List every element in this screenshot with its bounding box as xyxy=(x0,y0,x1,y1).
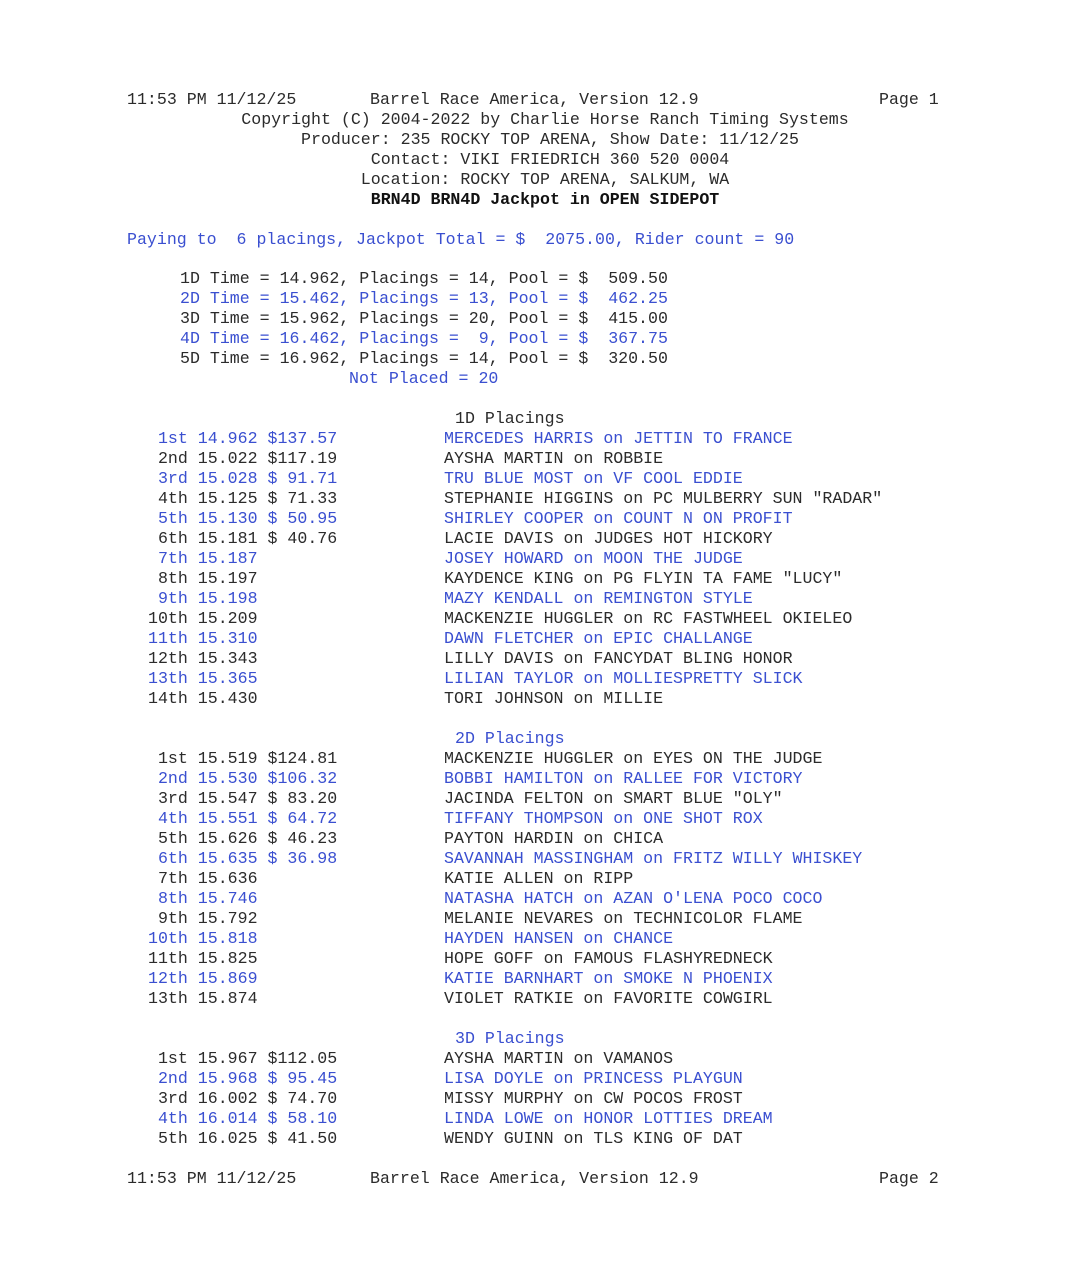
placing-rider: AYSHA MARTIN on VAMANOS xyxy=(444,1049,674,1068)
placing-result: 13th 15.874 xyxy=(148,989,258,1008)
division-line: 5D Time = 16.962, Placings = 14, Pool = $ 320.50 xyxy=(180,349,668,368)
division-line: 3D Time = 15.962, Placings = 20, Pool = $ 415.00 xyxy=(180,309,668,328)
placing-rider: JOSEY HOWARD on MOON THE JUDGE xyxy=(444,549,743,568)
placing-rider: LILIAN TAYLOR on MOLLIESPRETTY SLICK xyxy=(444,669,803,688)
section-title-1d: 1D Placings xyxy=(455,409,565,428)
placing-result: 8th 15.746 xyxy=(148,889,258,908)
placing-rider: DAWN FLETCHER on EPIC CHALLANGE xyxy=(444,629,753,648)
placing-result: 6th 15.635 $ 36.98 xyxy=(148,849,338,868)
placing-result: 11th 15.310 xyxy=(148,629,258,648)
division-line: 1D Time = 14.962, Placings = 14, Pool = $ 509.50 xyxy=(180,269,668,288)
footer-timestamp: 11:53 PM 11/12/25 xyxy=(127,1169,297,1188)
placing-result: 5th 15.130 $ 50.95 xyxy=(148,509,338,528)
placing-rider: MACKENZIE HUGGLER on EYES ON THE JUDGE xyxy=(444,749,823,768)
section-title-3d: 3D Placings xyxy=(455,1029,565,1048)
placing-rider: SAVANNAH MASSINGHAM on FRITZ WILLY WHISKEY xyxy=(444,849,863,868)
placing-rider: TORI JOHNSON on MILLIE xyxy=(444,689,664,708)
placing-rider: AYSHA MARTIN on ROBBIE xyxy=(444,449,664,468)
placing-rider: MERCEDES HARRIS on JETTIN TO FRANCE xyxy=(444,429,793,448)
placing-result: 1st 14.962 $137.57 xyxy=(148,429,338,448)
placing-result: 4th 15.551 $ 64.72 xyxy=(148,809,338,828)
placing-rider: JACINDA FELTON on SMART BLUE "OLY" xyxy=(444,789,783,808)
placing-result: 12th 15.343 xyxy=(148,649,258,668)
placing-result: 11th 15.825 xyxy=(148,949,258,968)
header-timestamp: 11:53 PM 11/12/25 xyxy=(127,90,297,109)
placing-rider: KAYDENCE KING on PG FLYIN TA FAME "LUCY" xyxy=(444,569,843,588)
copyright-line: Copyright (C) 2004-2022 by Charlie Horse Ranch Timing Systems xyxy=(241,110,849,129)
section-title-2d: 2D Placings xyxy=(455,729,565,748)
placing-result: 7th 15.636 xyxy=(148,869,258,888)
placing-result: 3rd 16.002 $ 74.70 xyxy=(148,1089,338,1108)
placing-result: 1st 15.967 $112.05 xyxy=(148,1049,338,1068)
header-page-label: Page 1 xyxy=(879,90,939,109)
placing-result: 4th 16.014 $ 58.10 xyxy=(148,1109,338,1128)
placing-rider: LISA DOYLE on PRINCESS PLAYGUN xyxy=(444,1069,743,1088)
not-placed-line: Not Placed = 20 xyxy=(349,369,499,388)
placing-rider: MACKENZIE HUGGLER on RC FASTWHEEL OKIELEO xyxy=(444,609,853,628)
placing-result: 4th 15.125 $ 71.33 xyxy=(148,489,338,508)
placing-rider: MELANIE NEVARES on TECHNICOLOR FLAME xyxy=(444,909,803,928)
contact-line: Contact: VIKI FRIEDRICH 360 520 0004 xyxy=(370,150,730,169)
placing-result: 10th 15.209 xyxy=(148,609,258,628)
placing-rider: VIOLET RATKIE on FAVORITE COWGIRL xyxy=(444,989,773,1008)
placing-rider: WENDY GUINN on TLS KING OF DAT xyxy=(444,1129,743,1148)
placing-rider: TRU BLUE MOST on VF COOL EDDIE xyxy=(444,469,743,488)
placing-rider: TIFFANY THOMPSON on ONE SHOT ROX xyxy=(444,809,763,828)
placing-rider: MAZY KENDALL on REMINGTON STYLE xyxy=(444,589,753,608)
placing-rider: KATIE ALLEN on RIPP xyxy=(444,869,634,888)
footer-page-label: Page 2 xyxy=(879,1169,939,1188)
placing-result: 8th 15.197 xyxy=(148,569,258,588)
placing-result: 9th 15.198 xyxy=(148,589,258,608)
placing-rider: NATASHA HATCH on AZAN O'LENA POCO COCO xyxy=(444,889,823,908)
placing-rider: LILLY DAVIS on FANCYDAT BLING HONOR xyxy=(444,649,793,668)
placing-rider: HOPE GOFF on FAMOUS FLASHYREDNECK xyxy=(444,949,773,968)
event-title: BRN4D BRN4D Jackpot in OPEN SIDEPOT xyxy=(370,190,720,209)
placing-rider: LINDA LOWE on HONOR LOTTIES DREAM xyxy=(444,1109,773,1128)
division-line: 4D Time = 16.462, Placings = 9, Pool = $ 367.75 xyxy=(180,329,668,348)
placing-rider: LACIE DAVIS on JUDGES HOT HICKORY xyxy=(444,529,773,548)
jackpot-summary: Paying to 6 placings, Jackpot Total = $ 2075.00, Rider count = 90 xyxy=(127,230,795,249)
placing-rider: HAYDEN HANSEN on CHANCE xyxy=(444,929,674,948)
placing-rider: KATIE BARNHART on SMOKE N PHOENIX xyxy=(444,969,773,988)
placing-result: 14th 15.430 xyxy=(148,689,258,708)
placing-rider: PAYTON HARDIN on CHICA xyxy=(444,829,664,848)
footer-app-title: Barrel Race America, Version 12.9 xyxy=(370,1169,699,1188)
placing-result: 2nd 15.968 $ 95.45 xyxy=(148,1069,338,1088)
placing-result: 9th 15.792 xyxy=(148,909,258,928)
header-app-title: Barrel Race America, Version 12.9 xyxy=(370,90,699,109)
placing-rider: SHIRLEY COOPER on COUNT N ON PROFIT xyxy=(444,509,793,528)
producer-line: Producer: 235 ROCKY TOP ARENA, Show Date: 11/12/25 xyxy=(301,130,799,149)
placing-rider: MISSY MURPHY on CW POCOS FROST xyxy=(444,1089,743,1108)
placing-result: 6th 15.181 $ 40.76 xyxy=(148,529,338,548)
placing-result: 3rd 15.547 $ 83.20 xyxy=(148,789,338,808)
placing-rider: BOBBI HAMILTON on RALLEE FOR VICTORY xyxy=(444,769,803,788)
placing-result: 13th 15.365 xyxy=(148,669,258,688)
placing-result: 7th 15.187 xyxy=(148,549,258,568)
placing-rider: STEPHANIE HIGGINS on PC MULBERRY SUN "RADAR" xyxy=(444,489,883,508)
placing-result: 10th 15.818 xyxy=(148,929,258,948)
placing-result: 12th 15.869 xyxy=(148,969,258,988)
location-line: Location: ROCKY TOP ARENA, SALKUM, WA xyxy=(360,170,730,189)
placing-result: 1st 15.519 $124.81 xyxy=(148,749,338,768)
placing-result: 2nd 15.022 $117.19 xyxy=(148,449,338,468)
placing-result: 5th 16.025 $ 41.50 xyxy=(148,1129,338,1148)
placing-result: 5th 15.626 $ 46.23 xyxy=(148,829,338,848)
division-line: 2D Time = 15.462, Placings = 13, Pool = $ 462.25 xyxy=(180,289,668,308)
placing-result: 3rd 15.028 $ 91.71 xyxy=(148,469,338,488)
placing-result: 2nd 15.530 $106.32 xyxy=(148,769,338,788)
